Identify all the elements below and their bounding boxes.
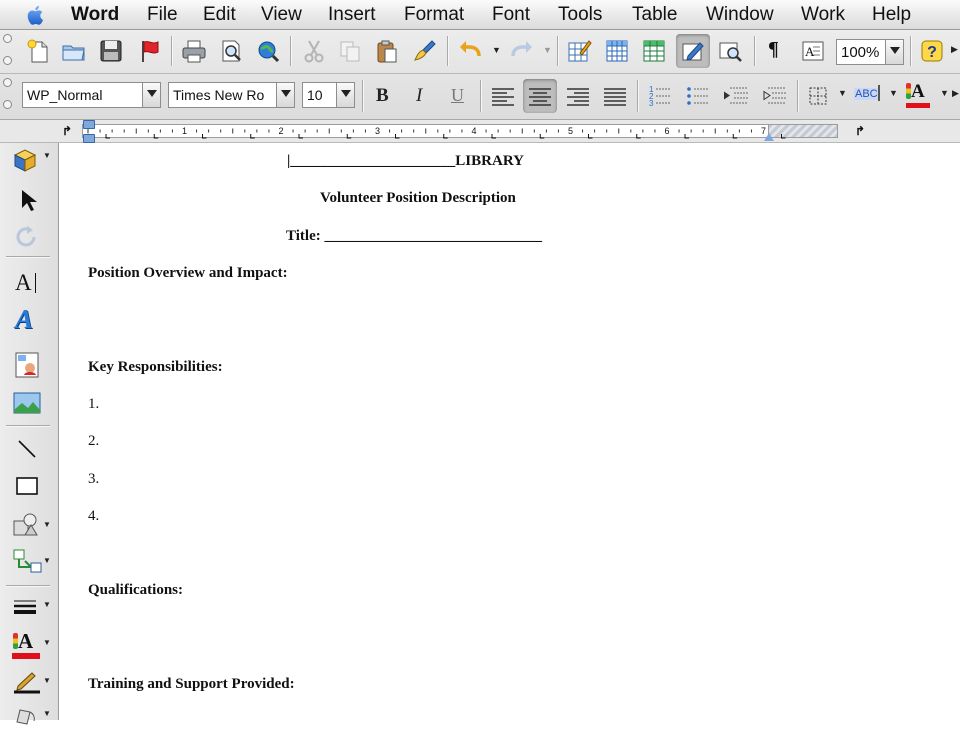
svg-text:?: ? [927, 44, 937, 61]
show-formatting-marks-button[interactable] [758, 34, 792, 68]
line-color-dropdown-arrow-icon[interactable]: ▼ [43, 676, 51, 685]
navigation-pane-button[interactable] [714, 34, 748, 68]
text-cursor-icon [35, 273, 36, 293]
italic-label: I [416, 85, 423, 106]
drawing-font-color-letter: A [18, 629, 34, 653]
fill-color-dropdown-arrow-icon[interactable]: ▼ [43, 709, 51, 718]
flag-button[interactable] [133, 34, 167, 68]
line-style-button[interactable] [6, 589, 51, 623]
insert-picture-button[interactable] [6, 386, 46, 420]
connectors-button[interactable] [6, 544, 51, 578]
drawing-font-color-dropdown-arrow-icon[interactable]: ▼ [43, 638, 51, 647]
font-color-letter: A [911, 81, 925, 102]
numbering-button[interactable] [643, 79, 677, 113]
ruler-right-margin [768, 124, 838, 138]
new-document-button[interactable] [21, 34, 55, 68]
ruler-number: 3 [374, 126, 381, 136]
save-disk-icon [98, 38, 124, 64]
globe-search-icon [255, 38, 281, 64]
insert-excel-button[interactable] [637, 34, 671, 68]
pen-line-color-icon [10, 668, 44, 696]
menu-format[interactable]: Format [404, 4, 465, 25]
cut-button[interactable] [297, 34, 331, 68]
drawing-palette [0, 143, 59, 720]
printer-icon [181, 38, 207, 64]
tables-and-borders-button[interactable] [562, 34, 596, 68]
ruler-number: 6 [664, 126, 670, 136]
shapes-icon [10, 511, 44, 539]
line-icon [10, 434, 44, 462]
list-item: 4. [88, 508, 100, 524]
font-combo[interactable] [168, 82, 295, 108]
open-folder-icon [61, 38, 87, 64]
copy-icon [337, 38, 363, 64]
formatting-toolbar [0, 74, 960, 119]
paste-button[interactable] [370, 34, 404, 68]
print-preview-icon [219, 38, 245, 64]
clip-art-icon [10, 351, 44, 379]
line-tool-button[interactable] [6, 431, 46, 465]
arrow-pointer-icon [10, 186, 44, 214]
font-size-value: 10 [307, 87, 323, 103]
free-rotate-button[interactable] [6, 221, 46, 255]
redo-dropdown-arrow-icon[interactable]: ▼ [543, 45, 552, 55]
ruler-number: 7 [760, 126, 767, 136]
wordart-letter: A [15, 304, 34, 334]
heading-training: Training and Support Provided: [88, 676, 295, 692]
traffic-light-icon [906, 83, 911, 99]
copy-button[interactable] [333, 34, 367, 68]
drawing-font-color-button[interactable] [6, 627, 51, 661]
menu-edit[interactable]: Edit [203, 4, 236, 25]
menu-file[interactable]: File [147, 4, 178, 25]
insert-clip-art-button[interactable] [6, 348, 46, 382]
document-map-icon [718, 38, 744, 64]
zoom-value: 100% [841, 44, 880, 61]
undo-arrow-icon [457, 38, 483, 64]
title-line: Title: _____________________________ [286, 228, 542, 244]
more-toolbar-arrow-icon[interactable]: ▶ [952, 88, 959, 98]
pilcrow-icon: ¶ [768, 38, 779, 60]
drawing-pencil-icon [680, 38, 706, 64]
decrease-indent-icon [722, 83, 750, 109]
redo-arrow-icon [509, 38, 535, 64]
zoom-dropdown-arrow-icon[interactable] [885, 40, 903, 64]
highlight-label: ABC [855, 88, 878, 100]
ruler-strip[interactable] [82, 124, 838, 138]
traffic-light-icon [13, 633, 18, 649]
font-size-combo[interactable] [302, 82, 355, 108]
font-dropdown-arrow-icon[interactable] [276, 83, 294, 107]
scissors-icon [301, 38, 327, 64]
line-style-dropdown-arrow-icon[interactable]: ▼ [43, 600, 51, 609]
right-tab-marker-icon: ↱ [855, 124, 866, 138]
web-search-button[interactable] [251, 34, 285, 68]
highlight-dropdown-arrow-icon[interactable]: ▼ [889, 88, 898, 98]
bulleted-list-icon [685, 83, 713, 109]
highlight-button[interactable] [851, 79, 885, 113]
rotate-icon [10, 224, 44, 252]
highlighter-pen-icon [878, 85, 880, 101]
save-button[interactable] [94, 34, 128, 68]
font-value: Times New Ro [173, 87, 265, 103]
align-left-button[interactable] [486, 79, 520, 113]
align-right-icon [565, 83, 591, 109]
zoom-combo[interactable] [836, 39, 904, 65]
increase-indent-button[interactable] [756, 79, 790, 113]
toolbars-area [0, 30, 960, 120]
table-grid-icon [604, 38, 630, 64]
document-page[interactable] [59, 143, 960, 720]
draw-table-icon [566, 38, 592, 64]
menu-font[interactable]: Font [492, 4, 531, 25]
style-value: WP_Normal [27, 87, 103, 103]
clipboard-paste-icon [374, 38, 400, 64]
open-button[interactable] [57, 34, 91, 68]
bullets-button[interactable] [681, 79, 715, 113]
rectangle-icon [10, 472, 44, 500]
font-color-swatch [906, 103, 930, 108]
svg-text:2: 2 [649, 92, 654, 101]
underline-button[interactable] [441, 79, 475, 113]
apple-menu-icon[interactable] [24, 3, 48, 27]
document-subtitle: Volunteer Position Description [320, 190, 516, 206]
ruler-number: 5 [567, 126, 574, 136]
right-indent-marker-icon[interactable] [764, 133, 774, 141]
cube-shape-icon [10, 146, 44, 174]
justify-button[interactable] [598, 79, 632, 113]
menu-bar [0, 0, 960, 30]
paint-bucket-icon [10, 704, 44, 732]
text-box-letter: A [805, 44, 815, 59]
heading-qualifications: Qualifications: [88, 582, 184, 598]
align-center-button[interactable] [523, 79, 557, 113]
red-flag-icon [137, 38, 163, 64]
italic-button[interactable] [404, 79, 438, 113]
drawing-font-color-swatch [12, 653, 40, 659]
menu-insert[interactable]: Insert [328, 4, 376, 25]
shapes-dropdown-arrow-icon[interactable]: ▼ [43, 520, 51, 529]
heading-responsibilities: Key Responsibilities: [88, 359, 223, 375]
standard-toolbar [0, 30, 960, 74]
insert-table-button[interactable] [600, 34, 634, 68]
line-weight-icon [10, 592, 44, 620]
menu-tools[interactable]: Tools [558, 4, 603, 25]
decrease-indent-button[interactable] [718, 79, 752, 113]
menu-app-word[interactable]: Word [71, 4, 120, 25]
numbered-list-icon [647, 83, 675, 109]
ruler-number: 4 [471, 126, 477, 136]
menu-window[interactable]: Window [706, 4, 774, 25]
heading-overview: Position Overview and Impact: [88, 265, 288, 281]
list-item: 1. [88, 396, 100, 412]
list-item: 3. [88, 471, 100, 487]
font-color-dropdown-arrow-icon[interactable]: ▼ [940, 88, 949, 98]
picture-landscape-icon [10, 389, 44, 417]
spreadsheet-icon [641, 38, 667, 64]
help-question-icon [919, 38, 945, 64]
connector-icon [10, 547, 44, 575]
align-right-button[interactable] [561, 79, 595, 113]
menu-view[interactable]: View [261, 4, 302, 25]
menu-work[interactable]: Work [801, 4, 845, 25]
borders-button[interactable] [801, 79, 835, 113]
new-document-icon [25, 38, 51, 64]
align-center-icon [527, 83, 553, 109]
ruler-number: 1 [181, 126, 188, 136]
paintbrush-icon [412, 38, 438, 64]
text-box-tool-button[interactable] [6, 267, 46, 301]
first-line-indent-marker-icon[interactable] [83, 120, 95, 129]
justify-icon [602, 83, 628, 109]
autoshapes-button[interactable] [6, 143, 51, 177]
style-combo[interactable] [22, 82, 161, 108]
borders-icon [805, 83, 831, 109]
print-button[interactable] [177, 34, 211, 68]
ruler[interactable] [0, 120, 960, 143]
redo-button[interactable] [505, 34, 539, 68]
office-assistant-button[interactable] [915, 34, 947, 68]
undo-dropdown-arrow-icon[interactable]: ▼ [492, 45, 501, 55]
text-box-button[interactable] [796, 34, 830, 68]
connectors-dropdown-arrow-icon[interactable]: ▼ [43, 556, 51, 565]
shapes-button[interactable] [6, 508, 51, 542]
select-objects-button[interactable] [6, 183, 46, 217]
tab-selector-icon[interactable]: ↱ [62, 124, 73, 138]
ruler-number: 2 [278, 126, 284, 136]
undo-button[interactable] [453, 34, 487, 68]
format-painter-button[interactable] [408, 34, 442, 68]
line-color-button[interactable] [6, 665, 51, 699]
autoshapes-dropdown-arrow-icon[interactable]: ▼ [43, 151, 51, 160]
text-tool-letter: A [15, 270, 32, 295]
list-item: 2. [88, 433, 100, 449]
bold-label: B [376, 85, 389, 106]
more-toolbar-arrow-icon[interactable]: ▶ [951, 44, 958, 54]
library-header: |______________________LIBRARY [287, 153, 524, 169]
increase-indent-icon [760, 83, 788, 109]
menu-help[interactable]: Help [872, 4, 912, 25]
svg-text:1: 1 [649, 85, 654, 94]
style-dropdown-arrow-icon[interactable] [142, 83, 160, 107]
drawing-toolbar-button[interactable] [676, 34, 710, 68]
left-indent-marker-icon[interactable] [83, 134, 95, 143]
wordart-button[interactable] [6, 303, 46, 337]
bold-button[interactable] [366, 79, 400, 113]
rectangle-tool-button[interactable] [6, 469, 46, 503]
print-preview-button[interactable] [215, 34, 249, 68]
menu-table[interactable]: Table [632, 4, 678, 25]
borders-dropdown-arrow-icon[interactable]: ▼ [838, 88, 847, 98]
font-color-button[interactable] [901, 79, 935, 113]
font-size-dropdown-arrow-icon[interactable] [336, 83, 354, 107]
align-left-icon [490, 83, 516, 109]
svg-text:3: 3 [649, 99, 654, 108]
fill-color-button[interactable] [6, 701, 51, 735]
underline-label: U [451, 85, 464, 105]
